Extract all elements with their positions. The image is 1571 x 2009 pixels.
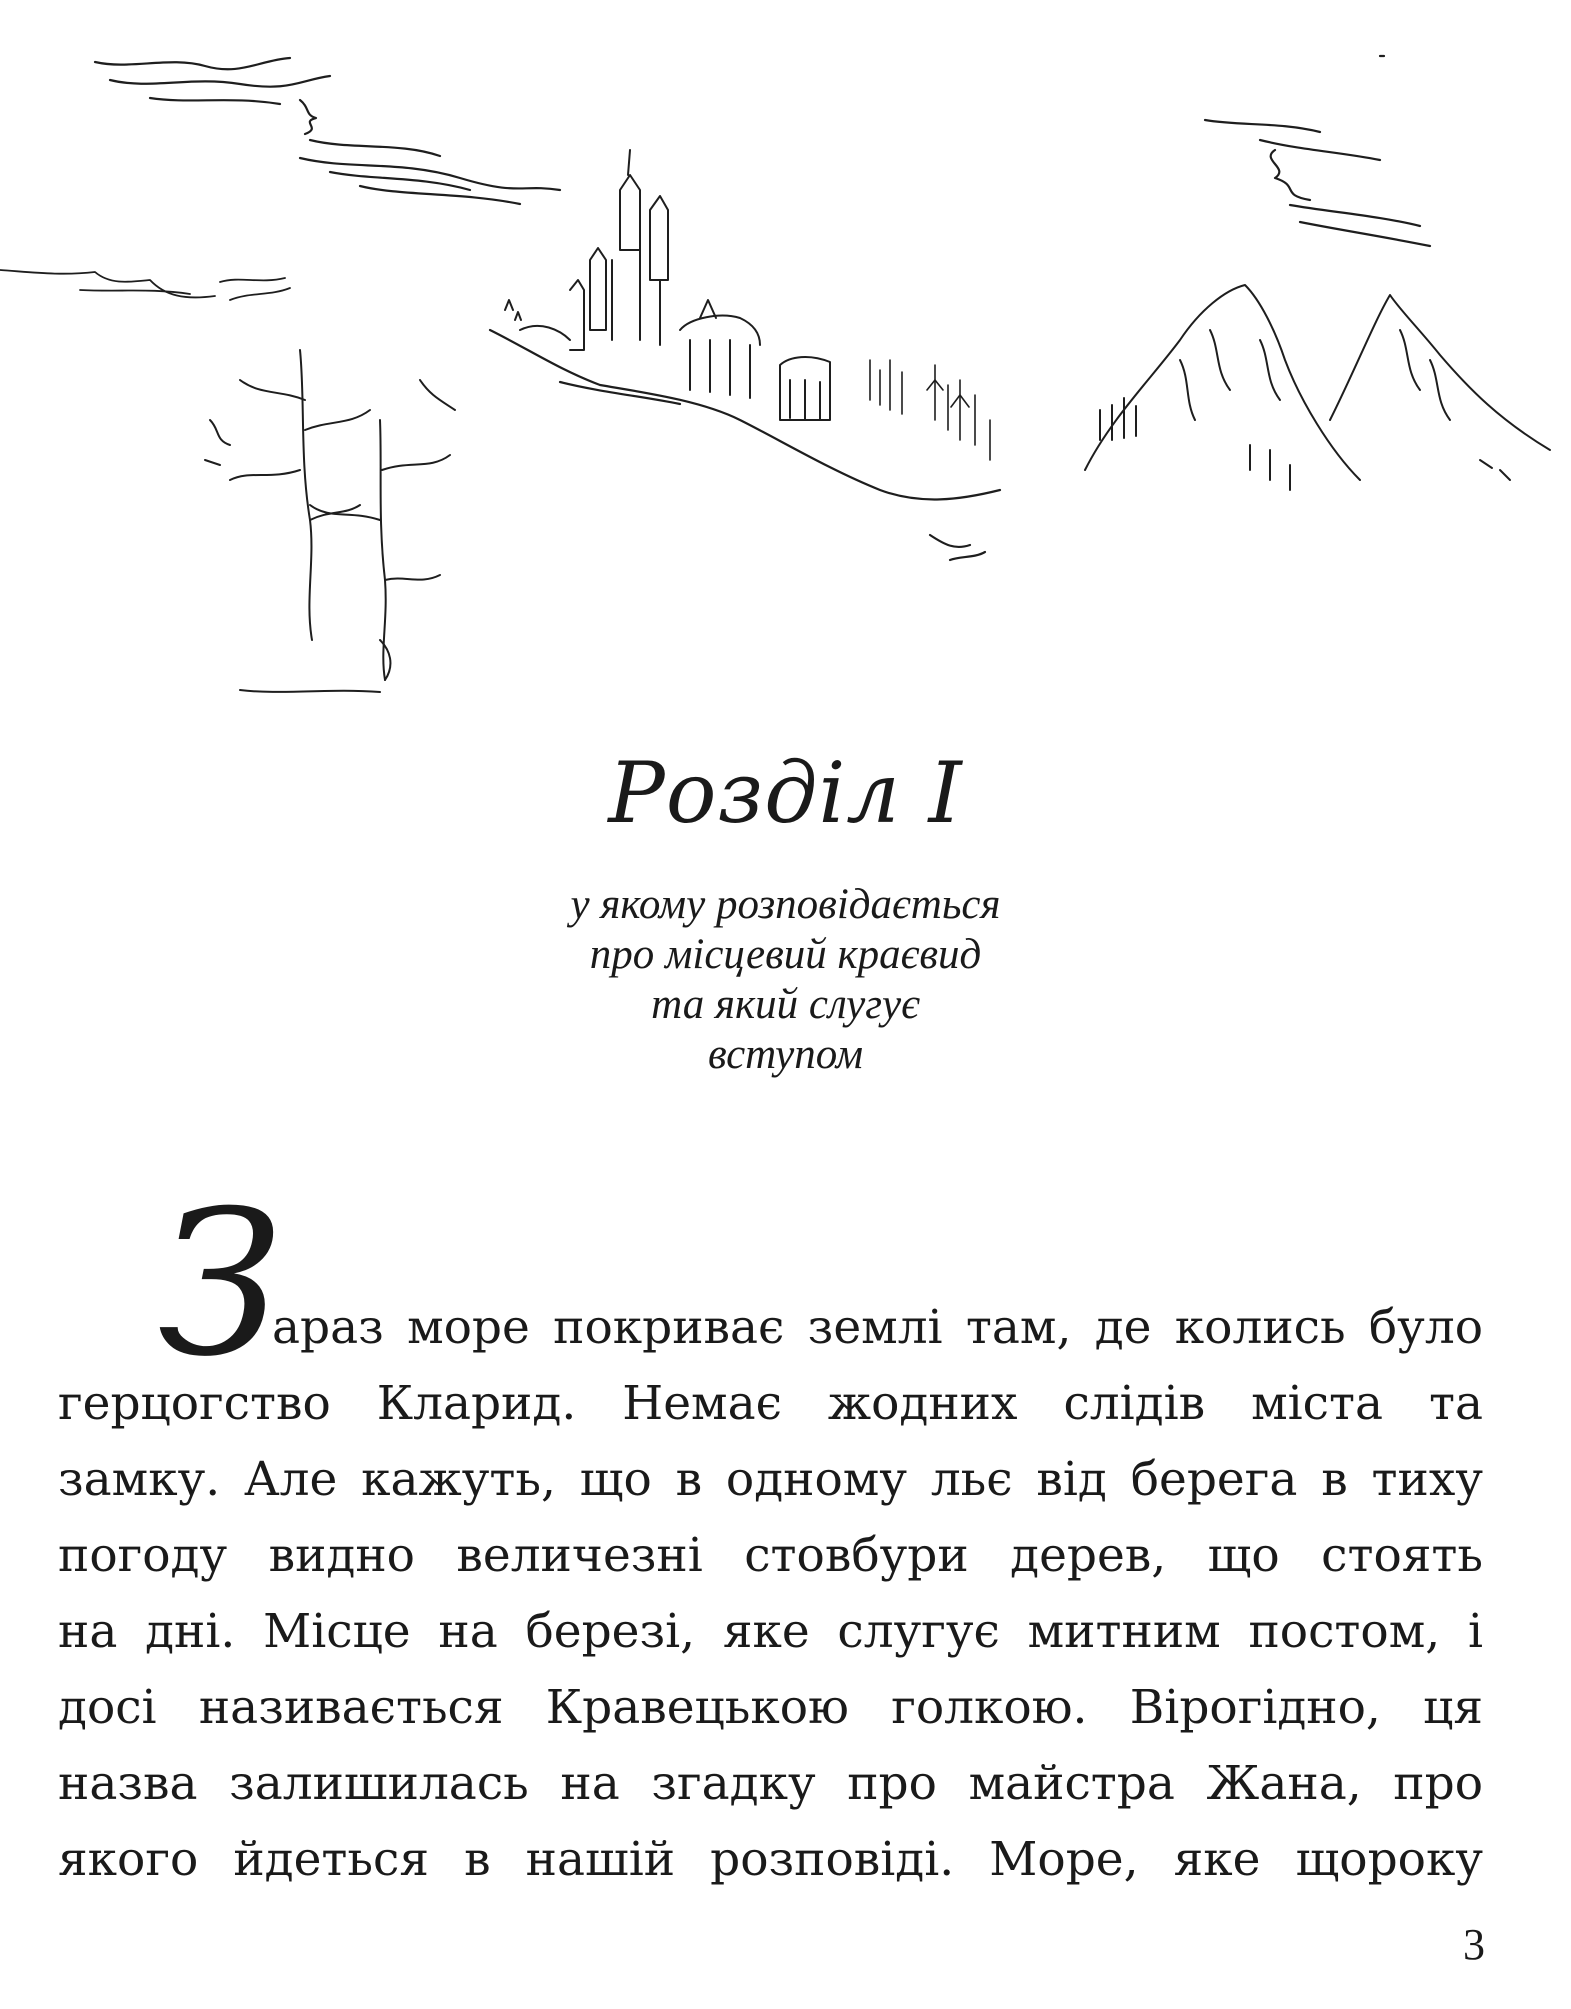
body-paragraph — [58, 1290, 1483, 1898]
subtitle-line: вступом — [707, 1031, 864, 1078]
body-line: араз море покриває землі там, де колись було — [272, 1300, 1483, 1355]
body-line: замку. Але кажуть, що в одному льє від берега в тиху — [58, 1452, 1483, 1507]
landscape-sketch-icon — [0, 0, 1571, 720]
subtitle-line: у якому розповідається — [570, 881, 1001, 928]
drop-cap: З — [158, 1168, 283, 1401]
body-line: погоду видно величезні стовбури дерев, що стоять — [58, 1528, 1483, 1583]
body-line: назва залишилась на згадку про майстра Жана, про — [58, 1756, 1483, 1811]
body-line: досі називається Кравецькою голкою. Вірогідно, ця — [58, 1680, 1483, 1735]
subtitle-line: про місцевий краєвид — [589, 931, 982, 978]
body-line: якого йдеться в нашій розповіді. Море, яке щороку — [58, 1832, 1483, 1887]
subtitle-line: та який слугує — [651, 981, 920, 1028]
chapter-title: Розділ I — [608, 744, 963, 842]
body-line: герцогство Кларид. Немає жодних слідів міста та — [58, 1376, 1483, 1431]
page-number: 3 — [1463, 1920, 1485, 1969]
body-line: на дні. Місце на березі, яке слугує митним постом, і — [58, 1604, 1483, 1659]
chapter-subtitle — [0, 880, 1571, 1080]
